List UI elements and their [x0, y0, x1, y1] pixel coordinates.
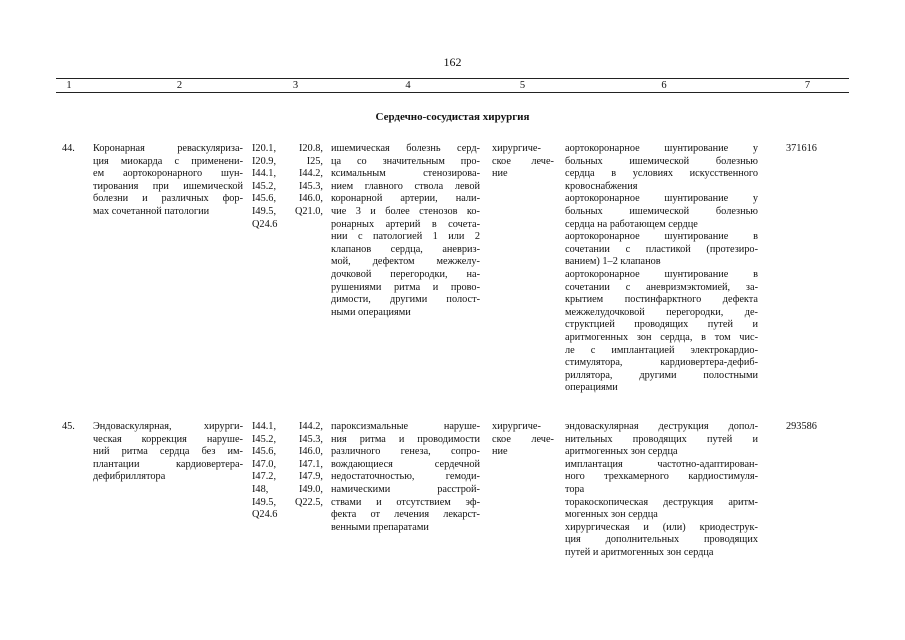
row-number: 45.: [62, 421, 75, 432]
text-line: операциями: [565, 382, 618, 394]
text-line: мой, дефектом межжелу-: [331, 256, 480, 268]
icd-code: I20.8,: [298, 143, 323, 154]
text-line: фекта от лечения лекарст-: [331, 509, 480, 521]
text-line: ишемическая болезнь серд-: [331, 143, 480, 154]
text-line: хирургиче-: [492, 421, 541, 432]
icd-code: I44.1,: [252, 168, 277, 180]
text-line: нительных проводящих путей и: [565, 433, 758, 445]
text-line: коронарной артерии, нали-: [331, 193, 480, 205]
text-line: сердца в условиях искусственного: [565, 168, 758, 180]
icd-codes: [252, 143, 323, 231]
text-line: ксимальным стенозирова-: [331, 168, 480, 180]
text-line: аритмогенных зон сердца, в том чис-: [565, 331, 758, 343]
text-line: ем аортокоронарного шун-: [93, 168, 243, 180]
text-line: риллятора, другими полостными: [565, 369, 758, 381]
text-line: рушениями ритма и прово-: [331, 281, 480, 293]
icd-code: I44.1,: [252, 421, 277, 432]
icd-code: Q22.5,: [294, 496, 323, 508]
treatment-method: [565, 143, 758, 395]
icd-code: I46.0,: [298, 446, 323, 458]
text-line: ческая коррекция наруше-: [93, 433, 243, 445]
text-line: ния ритма и проводимости: [331, 433, 480, 445]
text-line: нием главного ствола левой: [331, 180, 480, 192]
icd-code: I44.2,: [298, 421, 323, 432]
icd-code: Q24.6: [252, 218, 278, 230]
column-number-3: 3: [292, 80, 299, 91]
text-line: межжелудочковой перегородки, де-: [565, 306, 758, 318]
text-line: структцией проводящих путей и: [565, 319, 758, 331]
text-line: торакоскопическая деструкция аритм-: [565, 496, 758, 508]
text-line: ного трехкамерного кардиостимуля-: [565, 471, 758, 483]
text-line: могенных зон сердца: [565, 509, 658, 521]
icd-code: I45.3,: [298, 180, 323, 192]
patient-model: [331, 143, 480, 319]
text-line: сочетании с аневризмэктомией, за-: [565, 281, 758, 293]
text-line: сочетании с пластикой (протезиро-: [565, 243, 758, 255]
icd-code: I44.2,: [298, 168, 323, 180]
text-line: Эндоваскулярная, хирурги-: [93, 421, 243, 432]
icd-codes: [252, 421, 323, 522]
icd-code: I47.1,: [298, 458, 323, 470]
text-line: ское лече-: [492, 433, 554, 445]
text-line: аритмогенных зон сердца: [565, 446, 678, 458]
text-line: ние: [492, 446, 508, 458]
text-line: мах сочетанной патологии: [93, 205, 210, 217]
text-line: болезни и различных фор-: [93, 193, 243, 205]
text-line: различного генеза, сопро-: [331, 446, 480, 458]
text-line: ванием) 1–2 клапанов: [565, 256, 661, 268]
text-line: кровоснабжения: [565, 180, 638, 192]
icd-code: I20.9,: [252, 155, 277, 167]
text-line: венными препаратами: [331, 521, 429, 533]
text-line: дефибриллятора: [93, 471, 166, 483]
text-line: пароксизмальные наруше-: [331, 421, 480, 432]
icd-code: I45.6,: [252, 446, 277, 458]
text-line: нии с патологией 1 или 2: [331, 231, 480, 243]
text-line: димости, другими полост-: [331, 294, 480, 306]
column-number-4: 4: [405, 80, 411, 91]
treatment-type: [492, 421, 554, 459]
text-line: имплантация частотно-адаптирован-: [565, 458, 758, 470]
icd-code: I45.2,: [252, 433, 277, 445]
cost-value: 293586: [786, 421, 817, 432]
column-number-6: 6: [661, 80, 667, 91]
icd-code: Q24.6: [252, 509, 278, 521]
intervention-name: [93, 421, 243, 484]
icd-code: I45.3,: [298, 433, 323, 445]
text-line: Коронарная реваскуляриза-: [93, 143, 243, 154]
text-line: стимулятора, кардиовертера-дефиб-: [565, 357, 758, 369]
text-line: хирургическая и (или) криодеструк-: [565, 521, 758, 533]
page-number: 162: [443, 55, 462, 69]
text-line: ское лече-: [492, 155, 554, 167]
text-line: ция миокарда с применени-: [93, 155, 243, 167]
icd-code: I49.0,: [298, 483, 323, 495]
text-line: дочковой перегородки, на-: [331, 268, 480, 280]
treatment-type: [492, 143, 554, 181]
text-line: сердца на работающем сердце: [565, 218, 698, 230]
text-line: крытием постинфарктного дефекта: [565, 294, 758, 306]
column-number-2: 2: [176, 80, 183, 91]
section-title: Сердечно-сосудистая хирургия: [375, 111, 530, 123]
text-line: путей и аритмогенных зон сердца: [565, 546, 714, 558]
icd-code: I47.2,: [252, 471, 277, 483]
text-line: аортокоронарное шунтирование у: [565, 143, 758, 154]
text-line: недостаточностью, гемоди-: [331, 471, 480, 483]
icd-code: I25,: [306, 155, 323, 167]
text-line: ле с имплантацией электрокардио-: [565, 344, 758, 356]
column-number-header: [56, 78, 849, 93]
icd-code: I49.5,: [252, 205, 277, 217]
intervention-name: [93, 143, 243, 219]
text-line: эндоваскулярная деструкция допол-: [565, 421, 758, 432]
text-line: чие 3 и более стенозов ко-: [331, 205, 480, 217]
icd-code: I48,: [252, 483, 269, 495]
icd-code: I45.6,: [252, 193, 277, 205]
column-number-5: 5: [519, 80, 526, 91]
icd-code: I46.0,: [298, 193, 323, 205]
text-line: тора: [565, 483, 585, 495]
text-line: аортокоронарное шунтирование в: [565, 231, 758, 243]
patient-model: [331, 421, 480, 534]
text-line: аортокоронарное шунтирование у: [565, 193, 758, 205]
text-line: ствами и отсутствием эф-: [331, 496, 480, 508]
text-line: ронарных артерий в сочета-: [331, 218, 480, 230]
text-line: ние: [492, 168, 508, 180]
text-line: тирования при ишемической: [93, 180, 243, 192]
text-line: ца со значительным про-: [331, 155, 480, 167]
column-number-1: 1: [66, 80, 72, 91]
icd-code: I45.2,: [252, 180, 277, 192]
text-line: намическими расстрой-: [331, 483, 480, 495]
treatment-method: [565, 421, 758, 560]
icd-code: I49.5,: [252, 496, 277, 508]
icd-code: Q21.0,: [294, 205, 323, 217]
text-line: ными операциями: [331, 306, 411, 318]
cost-value: 371616: [786, 143, 817, 154]
text-line: ция дополнительных проводящих: [565, 534, 758, 546]
text-line: аортокоронарное шунтирование в: [565, 268, 758, 280]
row-number: 44.: [62, 143, 75, 154]
icd-code: I47.9,: [298, 471, 323, 483]
text-line: ний ритма сердца без им-: [93, 446, 243, 458]
column-number-7: 7: [804, 80, 811, 91]
text-line: хирургиче-: [492, 143, 541, 154]
text-line: больных ишемической болезнью: [565, 155, 758, 167]
text-line: вождающиеся сердечной: [331, 458, 480, 470]
text-line: клапанов сердца, аневриз-: [331, 243, 480, 255]
icd-code: I47.0,: [252, 458, 277, 470]
text-line: плантации кардиовертера-: [93, 458, 243, 470]
icd-code: I20.1,: [252, 143, 277, 154]
text-line: больных ишемической болезнью: [565, 205, 758, 217]
